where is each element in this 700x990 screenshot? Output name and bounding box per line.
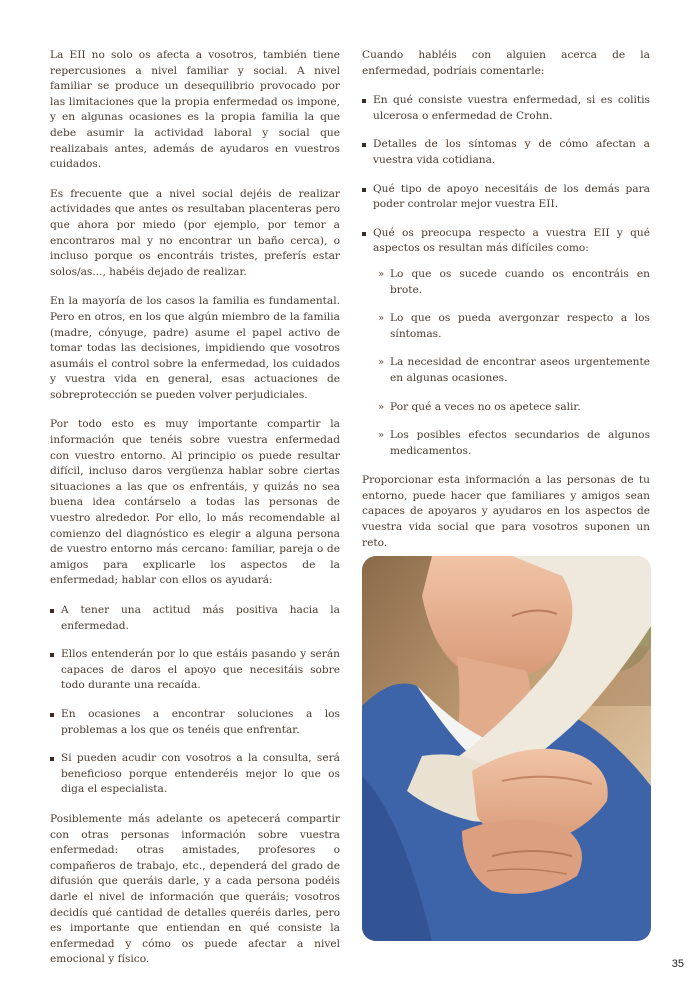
sub-list-item: » La necesidad de encontrar aseos urgentemente en algunas ocasiones. (378, 355, 650, 386)
list-item: Qué os preocupa respecto a vuestra EII y qué aspectos os resultan más difíciles como: (362, 226, 650, 257)
paragraph-share-later: Posiblemente más adelante os apetecerá compartir con otras personas información sobre vuestra enfermedad: otras amistades, profesores o compañeros de trabajo, etc., dependerá del grado de difusión que queráis darle, y a cada persona podéis darle el nivel de información que queráis; vosotros decidís qué cantidad de detalles queréis darles, pero es importante que entiendan en qué consiste la enfermedad y cómo os puede afectar a nivel emocional y físico. (50, 812, 340, 966)
list-item: Ellos entenderán por lo que estáis pasando y serán capaces de daros el apoyo que necesitáis sobre todo durante una recaída. (50, 647, 340, 694)
photo-illustration (362, 556, 651, 941)
paragraph-family-impact: La EII no solo os afecta a vosotros, también tiene repercusiones a nivel familiar y social. A nivel familiar se produce un desequilibrio provocado por las limitaciones que la propia enfermedad os impone, y en algunas ocasiones es la propia familia la que debe asumir la actividad laboral y social que realizabais antes, además de ayudaros en vuestros cuidados. (50, 49, 340, 171)
paragraph-social-activities: Es frecuente que a nivel social dejéis de realizar actividades que antes os resultaban placenteras pero que ahora por miedo (por ejemplo, por temor a encontraros mal y no encontrar un baño cerca), o incluso porque os encontráis tristes, preferís estar solos/as..., habéis dejado de realizar. (50, 187, 340, 278)
paragraph-intro: Cuando habléis con alguien acerca de la enfermedad, podríais comentarle: (362, 49, 650, 77)
page-number: 35 (671, 958, 684, 970)
list-item: En ocasiones a encontrar soluciones a los problemas a los que os tenéis que enfrentar. (50, 707, 340, 738)
paragraph-share-information: Por todo esto es muy importante compartir la información que tenéis sobre vuestra enfermedad con vuestro entorno. Al principio os puede resultar difícil, incluso daros vergüenza hablar sobre ciertas situaciones a las que os enfrentáis, y quizás no sea buena idea contárselo a todas las personas de vuestro alrededor. Por ello, lo más recomendable al comienzo del diagnóstico es elegir a alguna persona de vuestro entorno más cercano: familiar, pareja o de amigos para explicarle los aspectos de la enfermedad; hablar con ellos os ayudará: (50, 418, 340, 587)
concerns-sublist (362, 267, 650, 459)
topics-list (362, 93, 650, 257)
left-column (50, 48, 340, 982)
sub-list-item: » Lo que os pueda avergonzar respecto a los síntomas. (378, 311, 650, 342)
sub-list-item: » Lo que os sucede cuando os encontráis en brote. (378, 267, 650, 298)
list-item: Qué tipo de apoyo necesitáis de los demás para poder controlar mejor vuestra EII. (362, 182, 650, 213)
sub-list-item: » Por qué a veces no os apetece salir. (378, 400, 650, 416)
embrace-photo (362, 556, 651, 941)
right-column (362, 48, 650, 565)
benefits-list (50, 603, 340, 798)
list-item: En qué consiste vuestra enfermedad, si es colitis ulcerosa o enfermedad de Crohn. (362, 93, 650, 124)
paragraph-closing: Proporcionar esta información a las personas de tu entorno, puede hacer que familiares y amigos sean capaces de apoyaros y ayudaros en los aspectos de vuestra vida social que para vosotros suponen un reto. (362, 474, 650, 549)
list-item: Detalles de los síntomas y de cómo afectan a vuestra vida cotidiana. (362, 137, 650, 168)
paragraph-family-role: En la mayoría de los casos la familia es fundamental. Pero en otros, en los que algún miembro de la familia (madre, cónyuge, padre) asume el papel activo de tomar todas las decisiones, impidiendo que vosotros asumáis el control sobre la enfermedad, los cuidados y vuestra vida en general, esas actuaciones de sobreprotección se pueden volver perjudiciales. (50, 295, 340, 401)
list-item: A tener una actitud más positiva hacia la enfermedad. (50, 603, 340, 634)
sub-list-item: » Los posibles efectos secundarios de algunos medicamentos. (378, 428, 650, 459)
list-item: Si pueden acudir con vosotros a la consulta, será beneficioso porque entenderéis mejor lo que os diga el especialista. (50, 751, 340, 798)
